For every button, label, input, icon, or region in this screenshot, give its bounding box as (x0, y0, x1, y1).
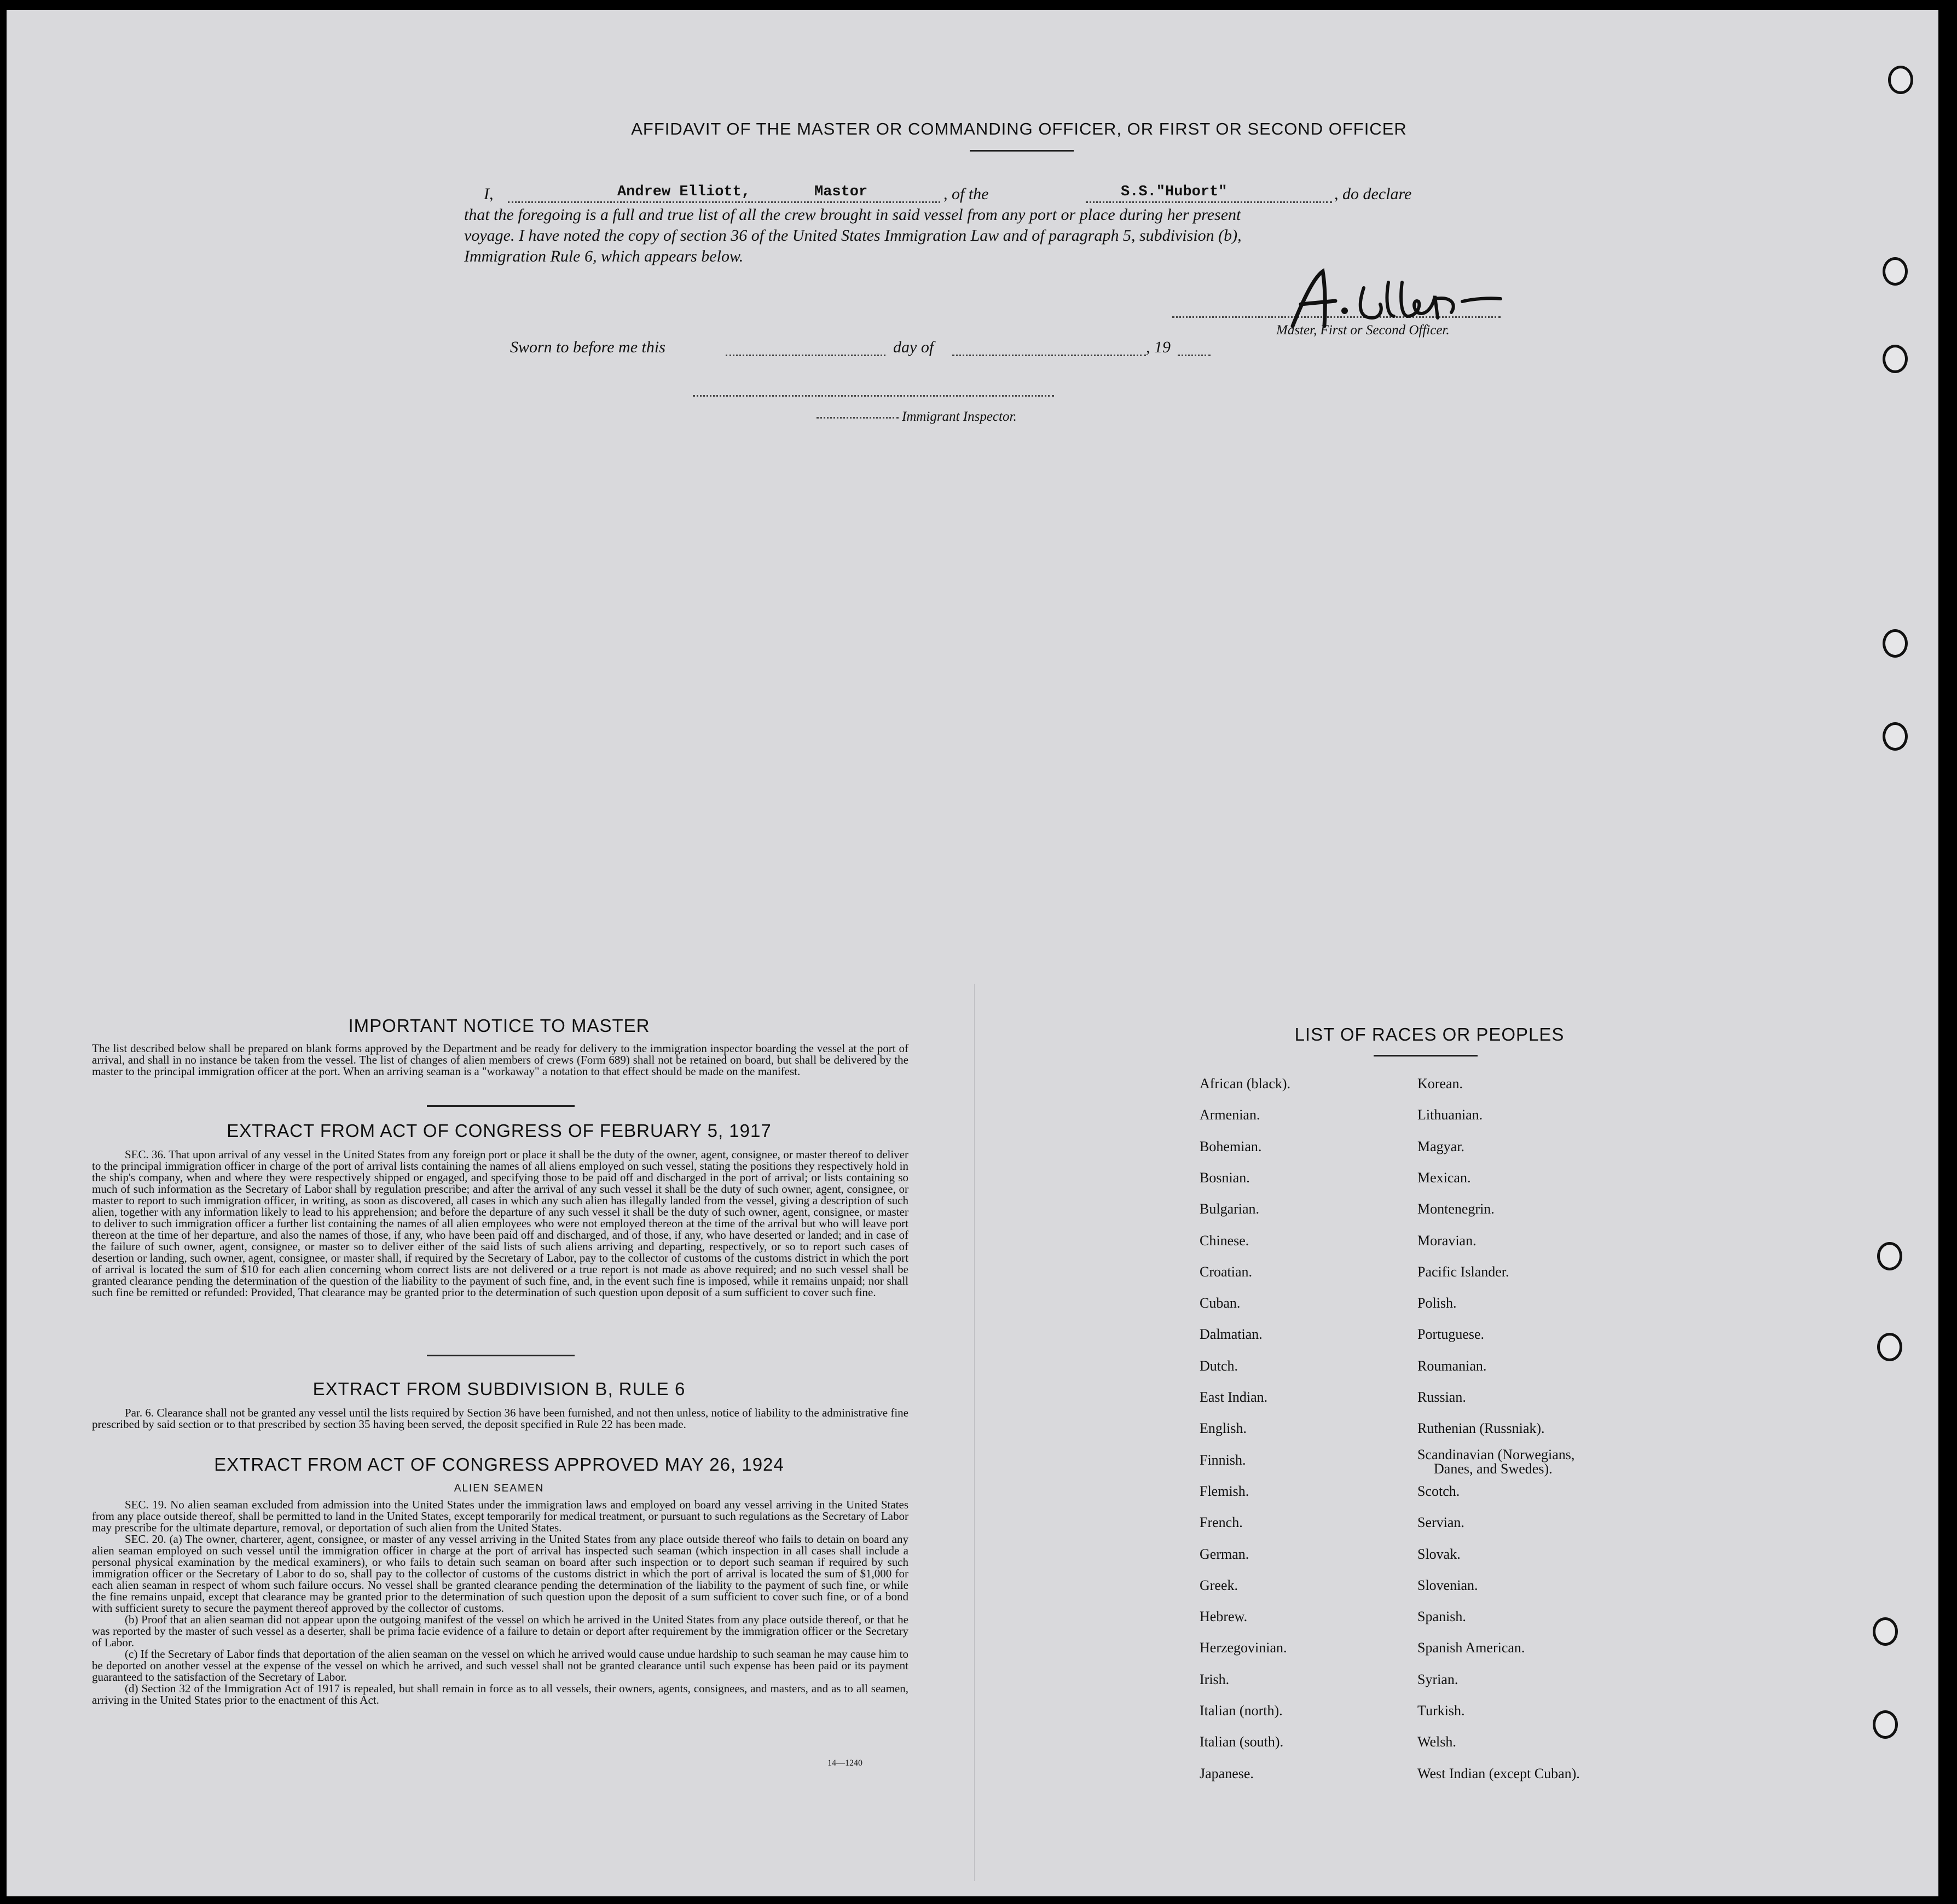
extract-1917-body: SEC. 36. That upon arrival of any vessel in the United States from any foreign port or place it shall be the duty of the owner, agent, consignee, or master thereof to deliver to the principal immigration officer in charge of the port of arrival lists containing the names of all aliens employed on such vessel, stating the positions they respectively hold in the ship's company, when and where they were respectively shipped or engaged, and specifying those to be paid off and discharged in the port of arrival; or lists containing so much of such information as the Secretary of Labor shall by regulation prescribe; and after the arrival of any such vessel it shall be the duty of such owner, agent, consignee, or master to report to such immigration officer, in writing, as soon as discovered, all cases in which any such alien has illegally landed from the vessel, giving a description of such alien, together with any information likely to lead to his apprehension; and before the departure of any such vessel it shall be the duty of such owner, agent, consignee, or master to deliver to such immigration officer a further list containing the names of all alien employees who were not employed thereon at the time of the arrival but who will leave port thereon at the time of her departure, and also the names of those, if any, who have been paid off and discharged, and of those, if any, who have deserted or landed; and in case of the failure of such owner, agent, consignee, or master so to deliver either of the said lists of such aliens arriving and departing, respectively, or so to report such cases of desertion or landing, such owner, agent, consignee, or master shall, if required by the Secretary of Labor, pay to the collector of customs of the customs district in which the port of arrival is located the sum of $10 for each alien concerning whom correct lists are not delivered or a true report is not made as above required; and no such vessel shall be granted clearance pending the determination of the question of the liability to the payment of such fine, and, in the event such fine is imposed, while it remains unpaid; nor shall such fine be remitted or refunded: Provided, That clearance may be granted prior to the determination of such question upon deposit of a sum sufficient to cover such fine. (92, 1148, 908, 1299)
rule6-body: Par. 6. Clearance shall not be granted any vessel until the lists required by Section 36 have been furnished, and not then unless, notice of liability to the administrative fine prescribed by said section or to that prescribed by section 35 having been served, the deposit specified in Rule 22 has been made. (92, 1406, 908, 1431)
race-item: Roumanian. (1417, 1357, 1487, 1374)
signature-caption: Master, First or Second Officer. (1276, 323, 1450, 338)
race-item: Italian (north). (1200, 1703, 1283, 1719)
race-item: Italian (south). (1200, 1734, 1284, 1750)
affidavit-title: AFFIDAVIT OF THE MASTER OR COMMANDING OFFICER, OR FIRST OR SECOND OFFICER (631, 119, 1407, 138)
race-item: Irish. (1200, 1671, 1230, 1687)
race-item: German. (1200, 1546, 1249, 1562)
binder-hole (1873, 1617, 1898, 1646)
affidavit-line-4: Immigration Rule 6, which appears below. (464, 247, 744, 265)
affidavit-line-3: voyage. I have noted the copy of section 36 of the United States Immigration Law and of paragraph 5, subdivision (b), (464, 227, 1242, 245)
race-item: Mexican. (1417, 1169, 1471, 1186)
race-item: Russian. (1417, 1389, 1466, 1405)
race-item: Montenegrin. (1417, 1201, 1495, 1217)
race-item: Croatian. (1200, 1263, 1253, 1280)
extract-1924-sec19: SEC. 19. No alien seaman excluded from admission into the United States under the immigration laws and employed on board any vessel arriving in the United States from any place outside thereof, shall be permitted to land in the United States, except temporarily for medical treatment, or pursuant to such regulations as the Secretary of Labor may prescribe for the ultimate departure, removal, or deportation of such alien from the United States. (92, 1498, 908, 1534)
extract-1924-title: EXTRACT FROM ACT OF CONGRESS APPROVED MAY 26, 1924 (214, 1454, 784, 1475)
i-label: I, (484, 185, 494, 203)
race-item: Cuban. (1200, 1295, 1241, 1311)
document-page (7, 10, 1938, 1896)
page-fold (974, 984, 975, 1881)
race-item: English. (1200, 1420, 1247, 1437)
year-line (1178, 355, 1211, 356)
race-item: Slovak. (1417, 1546, 1461, 1562)
extract-1917-rule (427, 1355, 575, 1356)
binder-hole (1883, 629, 1908, 658)
notice-title: IMPORTANT NOTICE TO MASTER (348, 1015, 650, 1036)
inspector-line (693, 395, 1054, 397)
race-item: Dalmatian. (1200, 1326, 1263, 1343)
race-item: Moravian. (1417, 1232, 1477, 1249)
binder-hole (1877, 1333, 1902, 1361)
notice-body: The list described below shall be prepared on blank forms approved by the Department and be ready for delivery to the immigration inspector boarding the vessel at the port of arrival, and shall in no instance be taken from the vessel. The list of changes of alien members of crews (Form 689) shall not be retained on board, but shall be delivered by the master to the principal immigration officer at the port. When an arriving seaman is a "workaway" a notation to that effect should be made on the manifest. (92, 1042, 908, 1078)
race-item: Ruthenian (Russniak). (1417, 1420, 1545, 1437)
race-item: Spanish. (1417, 1609, 1466, 1625)
binder-hole (1888, 66, 1913, 94)
race-item: Flemish. (1200, 1483, 1249, 1499)
rule6-title: EXTRACT FROM SUBDIVISION B, RULE 6 (312, 1379, 686, 1399)
race-item: East Indian. (1200, 1389, 1268, 1405)
binder-hole (1883, 345, 1908, 373)
race-item: Hebrew. (1200, 1609, 1248, 1625)
inspector-caption: Immigrant Inspector. (902, 409, 1017, 424)
race-item: Korean. (1417, 1076, 1463, 1092)
binder-hole (1883, 722, 1908, 751)
race-item: Polish. (1417, 1295, 1457, 1311)
race-item: Welsh. (1417, 1734, 1456, 1750)
sworn-month-line (952, 355, 1146, 356)
race-item: Bohemian. (1200, 1138, 1262, 1154)
affidavit-line-2: that the foregoing is a full and true list of all the crew brought in said vessel from any port or place during her present (464, 206, 1241, 224)
race-item: French. (1200, 1514, 1243, 1531)
extract-1924-body (92, 1499, 908, 1706)
extract-1924-sec20b: (b) Proof that an alien seaman did not appear upon the outgoing manifest of the vessel on which he arrived in the United States from any place outside thereof, or that he was reported by the master of such vessel as a deserter, shall be prima facie evidence of a failure to detain or deport after requirement by the immigration officer or the Secretary of Labor. (92, 1613, 908, 1649)
race-item: Scandinavian (Norwegians, (1417, 1446, 1575, 1462)
day-of-label: day of (893, 338, 934, 356)
race-item: Armenian. (1200, 1107, 1260, 1123)
extract-1917-title: EXTRACT FROM ACT OF CONGRESS OF FEBRUARY 5, 1917 (227, 1121, 772, 1141)
race-item: Slovenian. (1417, 1577, 1478, 1593)
year-label: , 19 (1146, 338, 1171, 356)
notice-rule (427, 1105, 575, 1107)
races-title: LIST OF RACES OR PEOPLES (1294, 1024, 1565, 1044)
race-item-continuation: Danes, and Swedes). (1434, 1460, 1553, 1477)
of-the-label: , of the (943, 185, 989, 203)
binder-hole (1873, 1710, 1898, 1739)
master-name: Andrew Elliott, (617, 184, 751, 200)
master-rank: Mastor (814, 184, 868, 200)
race-item: Servian. (1417, 1514, 1464, 1531)
extract-1924-subtitle: ALIEN SEAMEN (454, 1483, 545, 1494)
inspector-line-2 (817, 417, 899, 419)
race-item: Portuguese. (1417, 1326, 1485, 1343)
race-item: Chinese. (1200, 1232, 1249, 1249)
extract-1924-sec20d: (d) Section 32 of the Immigration Act of 1917 is repealed, but shall remain in force as to all vessels, their owners, agents, consignees, and masters, and as to all seamen, arriving in the United States prior to the enactment of this Act. (92, 1682, 908, 1706)
race-item: Syrian. (1417, 1671, 1458, 1687)
extract-1924-sec20a: SEC. 20. (a) The owner, charterer, agent, consignee, or master of any vessel arriving in the United States from any place outside thereof who fails to detain on board any alien seaman employed on such vessel until the immigration officer in charge at the port of arrival has inspected such seaman (which inspection in all cases shall include a personal physical examination by the medical examiners), or who fails to detain such seaman on board after such inspection or to deport such seaman if required by such immigration officer or the Secretary of Labor to do so, shall pay to the collector of customs of the customs district in which the port of arrival is located the sum of $1,000 for each alien seaman in respect of whom such failure occurs. No vessel shall be granted clearance pending the determination of the liability to the payment of such fine, or while the fine remains unpaid, except that clearance may be granted prior to the determination of such question upon the deposit of a sum sufficient to cover such fine, or of a bond with sufficient surety to secure the payment thereof approved by the collector of customs. (92, 1533, 908, 1615)
race-item: Magyar. (1417, 1138, 1464, 1154)
race-item: Dutch. (1200, 1357, 1238, 1374)
race-item: Japanese. (1200, 1765, 1254, 1781)
race-item: Herzegovinian. (1200, 1640, 1287, 1656)
race-item: Scotch. (1417, 1483, 1460, 1499)
vessel-name: S.S."Hubort" (1121, 184, 1228, 200)
do-declare-label: , do declare (1334, 185, 1412, 203)
race-item: Greek. (1200, 1577, 1238, 1593)
race-item: Turkish. (1417, 1703, 1465, 1719)
race-item: Finnish. (1200, 1452, 1246, 1468)
extract-1924-sec20c: (c) If the Secretary of Labor finds that deportation of the alien seaman on the vessel on which he arrived would cause undue hardship to such seaman he may cause him to be deported on another vessel at the expense of the vessel on which he arrived, and such vessel shall not be granted clearance until such expense has been paid or its payment guaranteed to the satisfaction of the Secretary of Labor. (92, 1647, 908, 1684)
race-item: African (black). (1200, 1076, 1291, 1092)
title-rule (970, 150, 1074, 152)
race-item: West Indian (except Cuban). (1417, 1765, 1580, 1781)
race-item: Bosnian. (1200, 1169, 1250, 1186)
race-item: Lithuanian. (1417, 1107, 1483, 1123)
form-number: 14—1240 (827, 1758, 862, 1768)
race-item: Bulgarian. (1200, 1201, 1260, 1217)
binder-hole (1877, 1242, 1902, 1270)
sworn-label: Sworn to before me this (510, 338, 665, 356)
race-item: Spanish American. (1417, 1640, 1525, 1656)
races-rule (1374, 1055, 1478, 1057)
affidavit-body (464, 184, 1531, 267)
binder-hole (1883, 257, 1908, 286)
race-item: Pacific Islander. (1417, 1263, 1509, 1280)
sworn-day-line (726, 355, 885, 356)
